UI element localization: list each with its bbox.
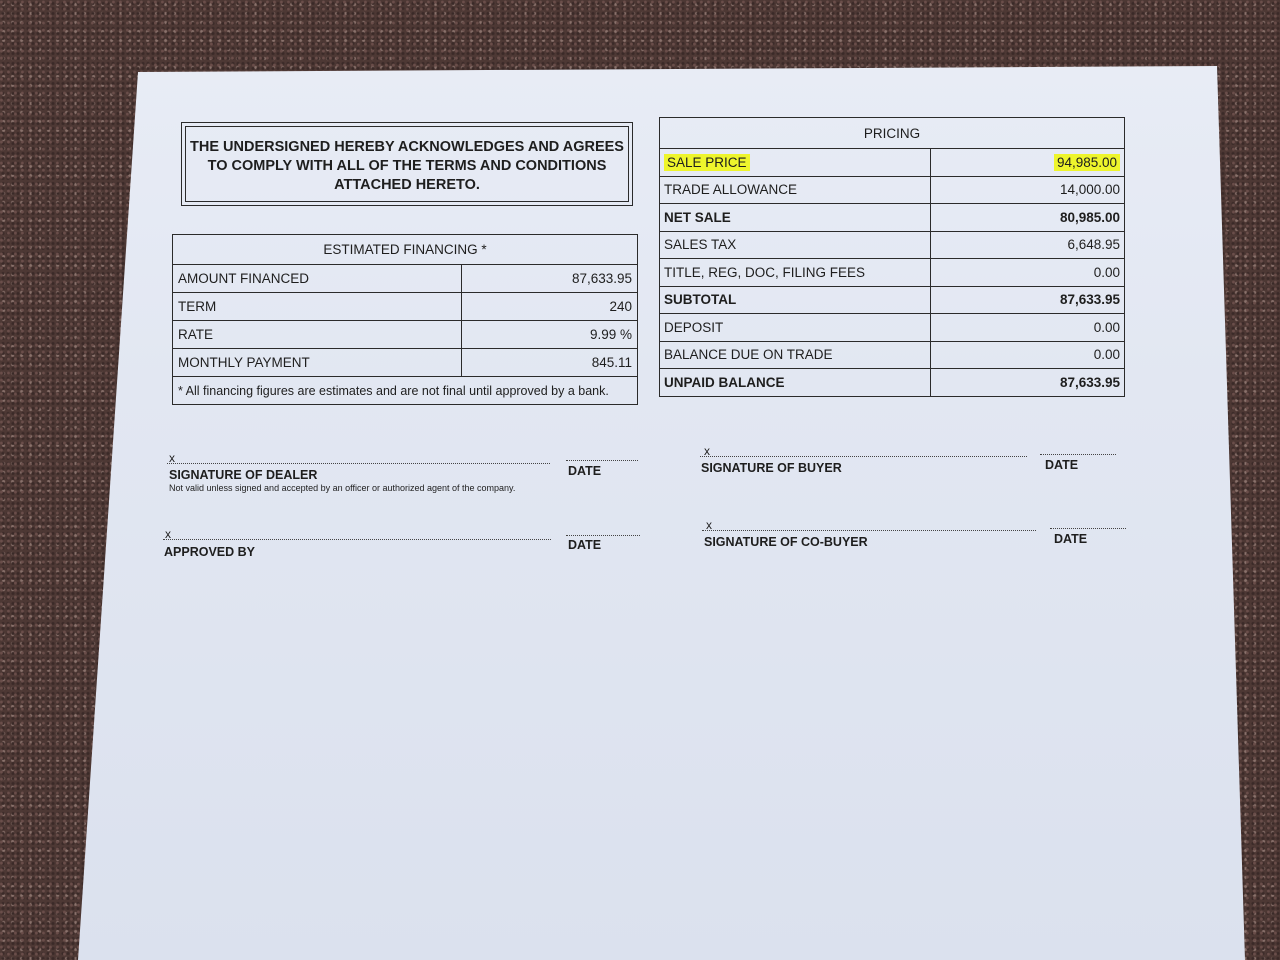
pricing-value: 80,985.00: [931, 204, 1125, 232]
buyer-date-label: DATE: [1045, 458, 1079, 472]
pricing-value: 87,633.95: [931, 286, 1125, 314]
financing-label: TERM: [173, 293, 462, 321]
pricing-label: SUBTOTAL: [660, 286, 931, 314]
table-row: [173, 265, 638, 293]
financing-label: MONTHLY PAYMENT: [173, 349, 462, 377]
dealer-signature-note: Not valid unless signed and accepted by an officer or authorized agent of the company.: [169, 483, 516, 493]
pricing-value: 0.00: [931, 259, 1125, 287]
dealer-x-mark: x: [169, 451, 175, 465]
pricing-table: [659, 117, 1125, 397]
pricing-value: 0.00: [931, 341, 1125, 369]
financing-value: 9.99 %: [462, 321, 638, 349]
pricing-value: 14,000.00: [931, 176, 1125, 204]
approved-date-line[interactable]: [566, 535, 640, 536]
acknowledgement-line-3: ATTACHED HERETO.: [334, 177, 480, 193]
pricing-label: TITLE, REG, DOC, FILING FEES: [660, 259, 931, 287]
buyer-signature-line[interactable]: [700, 456, 1027, 457]
financing-value: 240: [462, 293, 638, 321]
table-row: [660, 286, 1125, 314]
dealer-date-line[interactable]: [566, 460, 638, 461]
sale-price-value: 94,985.00: [1054, 154, 1120, 171]
pricing-value: 87,633.95: [931, 369, 1125, 397]
financing-table: [172, 234, 638, 405]
table-row: [660, 231, 1125, 259]
table-row: [173, 293, 638, 321]
approved-signature-line[interactable]: [163, 539, 551, 540]
pricing-title: PRICING: [660, 118, 1125, 149]
pricing-value: [931, 149, 1125, 177]
financing-value: 87,633.95: [462, 265, 638, 293]
approved-x-mark: x: [165, 527, 171, 541]
cobuyer-x-mark: x: [706, 518, 712, 532]
pricing-label: TRADE ALLOWANCE: [660, 176, 931, 204]
dealer-signature-line[interactable]: [167, 463, 550, 464]
acknowledgement-inner-border: [185, 126, 629, 202]
table-row: [660, 341, 1125, 369]
financing-title: ESTIMATED FINANCING *: [173, 235, 638, 265]
financing-value: 845.11: [462, 349, 638, 377]
table-row: [173, 321, 638, 349]
table-row: [173, 349, 638, 377]
table-row: [660, 369, 1125, 397]
buyer-x-mark: x: [704, 444, 710, 458]
dealer-date-label: DATE: [568, 464, 602, 478]
pricing-label: [660, 149, 931, 177]
approved-by-label: APPROVED BY: [164, 545, 255, 559]
table-row: [660, 204, 1125, 232]
sale-price-label: SALE PRICE: [664, 154, 750, 171]
buyer-date-line[interactable]: [1040, 454, 1116, 455]
cobuyer-date-label: DATE: [1054, 532, 1088, 546]
buyer-signature-label: SIGNATURE OF BUYER: [701, 461, 842, 475]
acknowledgement-line-2: TO COMPLY WITH ALL OF THE TERMS AND CONDITIONS: [207, 158, 607, 174]
pricing-label: SALES TAX: [660, 231, 931, 259]
acknowledgement-line-1: THE UNDERSIGNED HEREBY ACKNOWLEDGES AND AGREES: [190, 139, 624, 155]
dealer-signature-label: SIGNATURE OF DEALER: [169, 468, 318, 482]
pricing-label: UNPAID BALANCE: [660, 369, 931, 397]
cobuyer-signature-line[interactable]: [702, 530, 1036, 531]
cobuyer-signature-label: SIGNATURE OF CO-BUYER: [704, 535, 868, 549]
table-row: [660, 259, 1125, 287]
pricing-label: NET SALE: [660, 204, 931, 232]
financing-note: * All financing figures are estimates and are not final until approved by a bank.: [173, 377, 638, 405]
cobuyer-date-line[interactable]: [1050, 528, 1126, 529]
pricing-label: DEPOSIT: [660, 314, 931, 342]
pricing-label: BALANCE DUE ON TRADE: [660, 341, 931, 369]
table-row: [660, 149, 1125, 177]
table-row: [660, 176, 1125, 204]
pricing-value: 0.00: [931, 314, 1125, 342]
financing-label: AMOUNT FINANCED: [173, 265, 462, 293]
table-row: [660, 314, 1125, 342]
pricing-value: 6,648.95: [931, 231, 1125, 259]
acknowledgement-box: [181, 122, 633, 206]
financing-label: RATE: [173, 321, 462, 349]
approved-date-label: DATE: [568, 538, 602, 552]
